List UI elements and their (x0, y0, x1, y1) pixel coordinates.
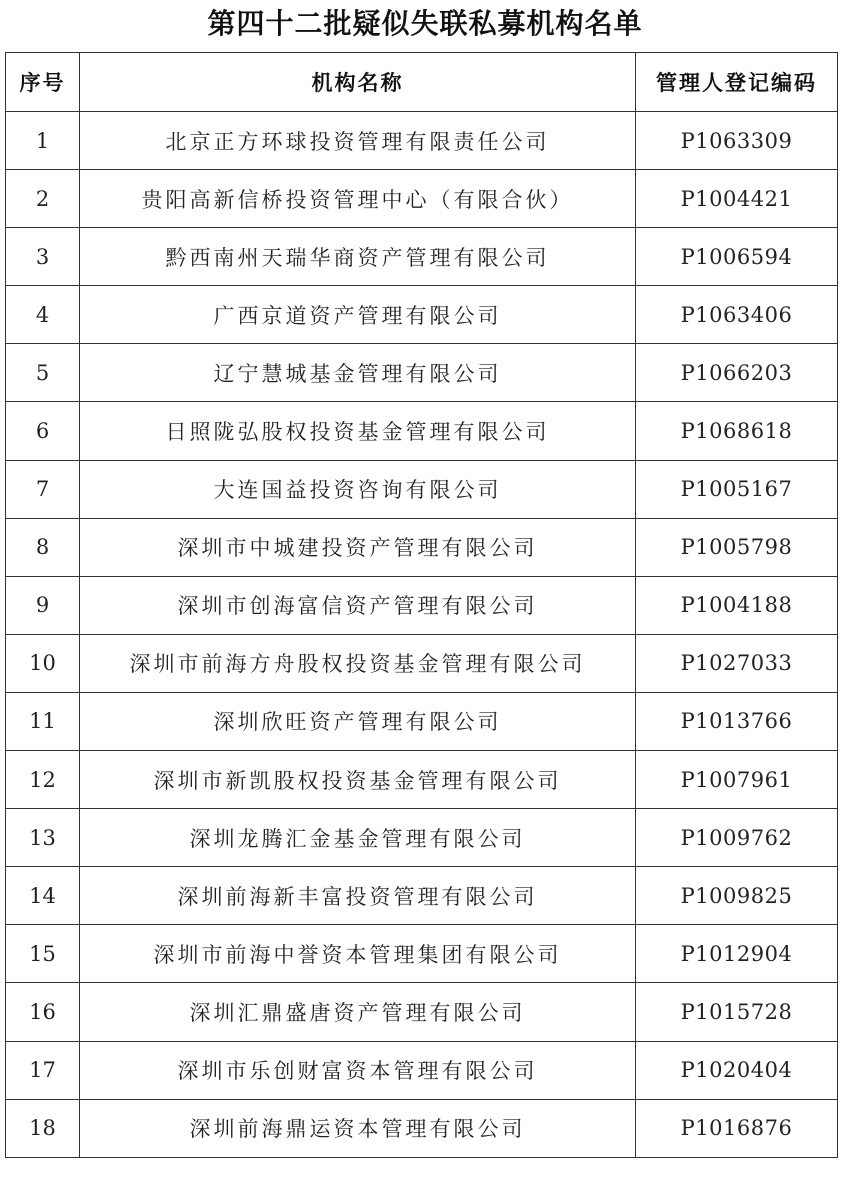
table-row (6, 925, 838, 983)
registration-code: P1009762 (636, 809, 838, 867)
row-number: 3 (6, 228, 80, 286)
row-number: 5 (6, 344, 80, 402)
column-header-no: 序号 (6, 53, 80, 112)
row-number: 10 (6, 634, 80, 692)
institution-list-table (5, 52, 838, 1158)
table-row (6, 634, 838, 692)
table-row (6, 576, 838, 634)
institution-name: 深圳市创海富信资产管理有限公司 (80, 576, 636, 634)
institution-name: 深圳市中城建投资产管理有限公司 (80, 518, 636, 576)
row-number: 18 (6, 1099, 80, 1157)
table-row (6, 460, 838, 518)
row-number: 17 (6, 1041, 80, 1099)
row-number: 15 (6, 925, 80, 983)
registration-code: P1005167 (636, 460, 838, 518)
row-number: 14 (6, 867, 80, 925)
institution-name: 深圳市乐创财富资本管理有限公司 (80, 1041, 636, 1099)
row-number: 6 (6, 402, 80, 460)
table-body (6, 112, 838, 1158)
registration-code: P1015728 (636, 983, 838, 1041)
table-row (6, 867, 838, 925)
table-row (6, 518, 838, 576)
institution-name: 辽宁慧城基金管理有限公司 (80, 344, 636, 402)
registration-code: P1063406 (636, 286, 838, 344)
row-number: 7 (6, 460, 80, 518)
institution-name: 黔西南州天瑞华商资产管理有限公司 (80, 228, 636, 286)
registration-code: P1007961 (636, 751, 838, 809)
institution-name: 深圳欣旺资产管理有限公司 (80, 692, 636, 750)
registration-code: P1005798 (636, 518, 838, 576)
table-row (6, 1041, 838, 1099)
table-row (6, 112, 838, 170)
table-row (6, 402, 838, 460)
institution-name: 日照陇弘股权投资基金管理有限公司 (80, 402, 636, 460)
institution-name: 广西京道资产管理有限公司 (80, 286, 636, 344)
registration-code: P1068618 (636, 402, 838, 460)
table-row (6, 286, 838, 344)
institution-name: 深圳市前海方舟股权投资基金管理有限公司 (80, 634, 636, 692)
registration-code: P1009825 (636, 867, 838, 925)
table-row (6, 692, 838, 750)
table-row (6, 751, 838, 809)
institution-name: 北京正方环球投资管理有限责任公司 (80, 112, 636, 170)
row-number: 4 (6, 286, 80, 344)
institution-name: 深圳市前海中誉资本管理集团有限公司 (80, 925, 636, 983)
institution-name: 深圳汇鼎盛唐资产管理有限公司 (80, 983, 636, 1041)
row-number: 2 (6, 170, 80, 228)
row-number: 11 (6, 692, 80, 750)
institution-name: 深圳市新凯股权投资基金管理有限公司 (80, 751, 636, 809)
table-row (6, 344, 838, 402)
registration-code: P1013766 (636, 692, 838, 750)
table-row (6, 809, 838, 867)
table-row (6, 1099, 838, 1157)
row-number: 8 (6, 518, 80, 576)
row-number: 16 (6, 983, 80, 1041)
registration-code: P1016876 (636, 1099, 838, 1157)
column-header-name: 机构名称 (80, 53, 636, 112)
institution-name: 大连国益投资咨询有限公司 (80, 460, 636, 518)
row-number: 1 (6, 112, 80, 170)
registration-code: P1012904 (636, 925, 838, 983)
table-row (6, 228, 838, 286)
institution-name: 深圳前海鼎运资本管理有限公司 (80, 1099, 636, 1157)
registration-code: P1066203 (636, 344, 838, 402)
column-header-code: 管理人登记编码 (636, 53, 838, 112)
institution-name: 深圳前海新丰富投资管理有限公司 (80, 867, 636, 925)
table-row (6, 983, 838, 1041)
registration-code: P1027033 (636, 634, 838, 692)
registration-code: P1020404 (636, 1041, 838, 1099)
registration-code: P1004421 (636, 170, 838, 228)
registration-code: P1006594 (636, 228, 838, 286)
row-number: 12 (6, 751, 80, 809)
institution-name: 贵阳高新信桥投资管理中心（有限合伙） (80, 170, 636, 228)
row-number: 9 (6, 576, 80, 634)
institution-name: 深圳龙腾汇金基金管理有限公司 (80, 809, 636, 867)
table-header-row (6, 53, 838, 112)
registration-code: P1063309 (636, 112, 838, 170)
page-title: 第四十二批疑似失联私募机构名单 (207, 7, 643, 40)
row-number: 13 (6, 809, 80, 867)
registration-code: P1004188 (636, 576, 838, 634)
table-row (6, 170, 838, 228)
